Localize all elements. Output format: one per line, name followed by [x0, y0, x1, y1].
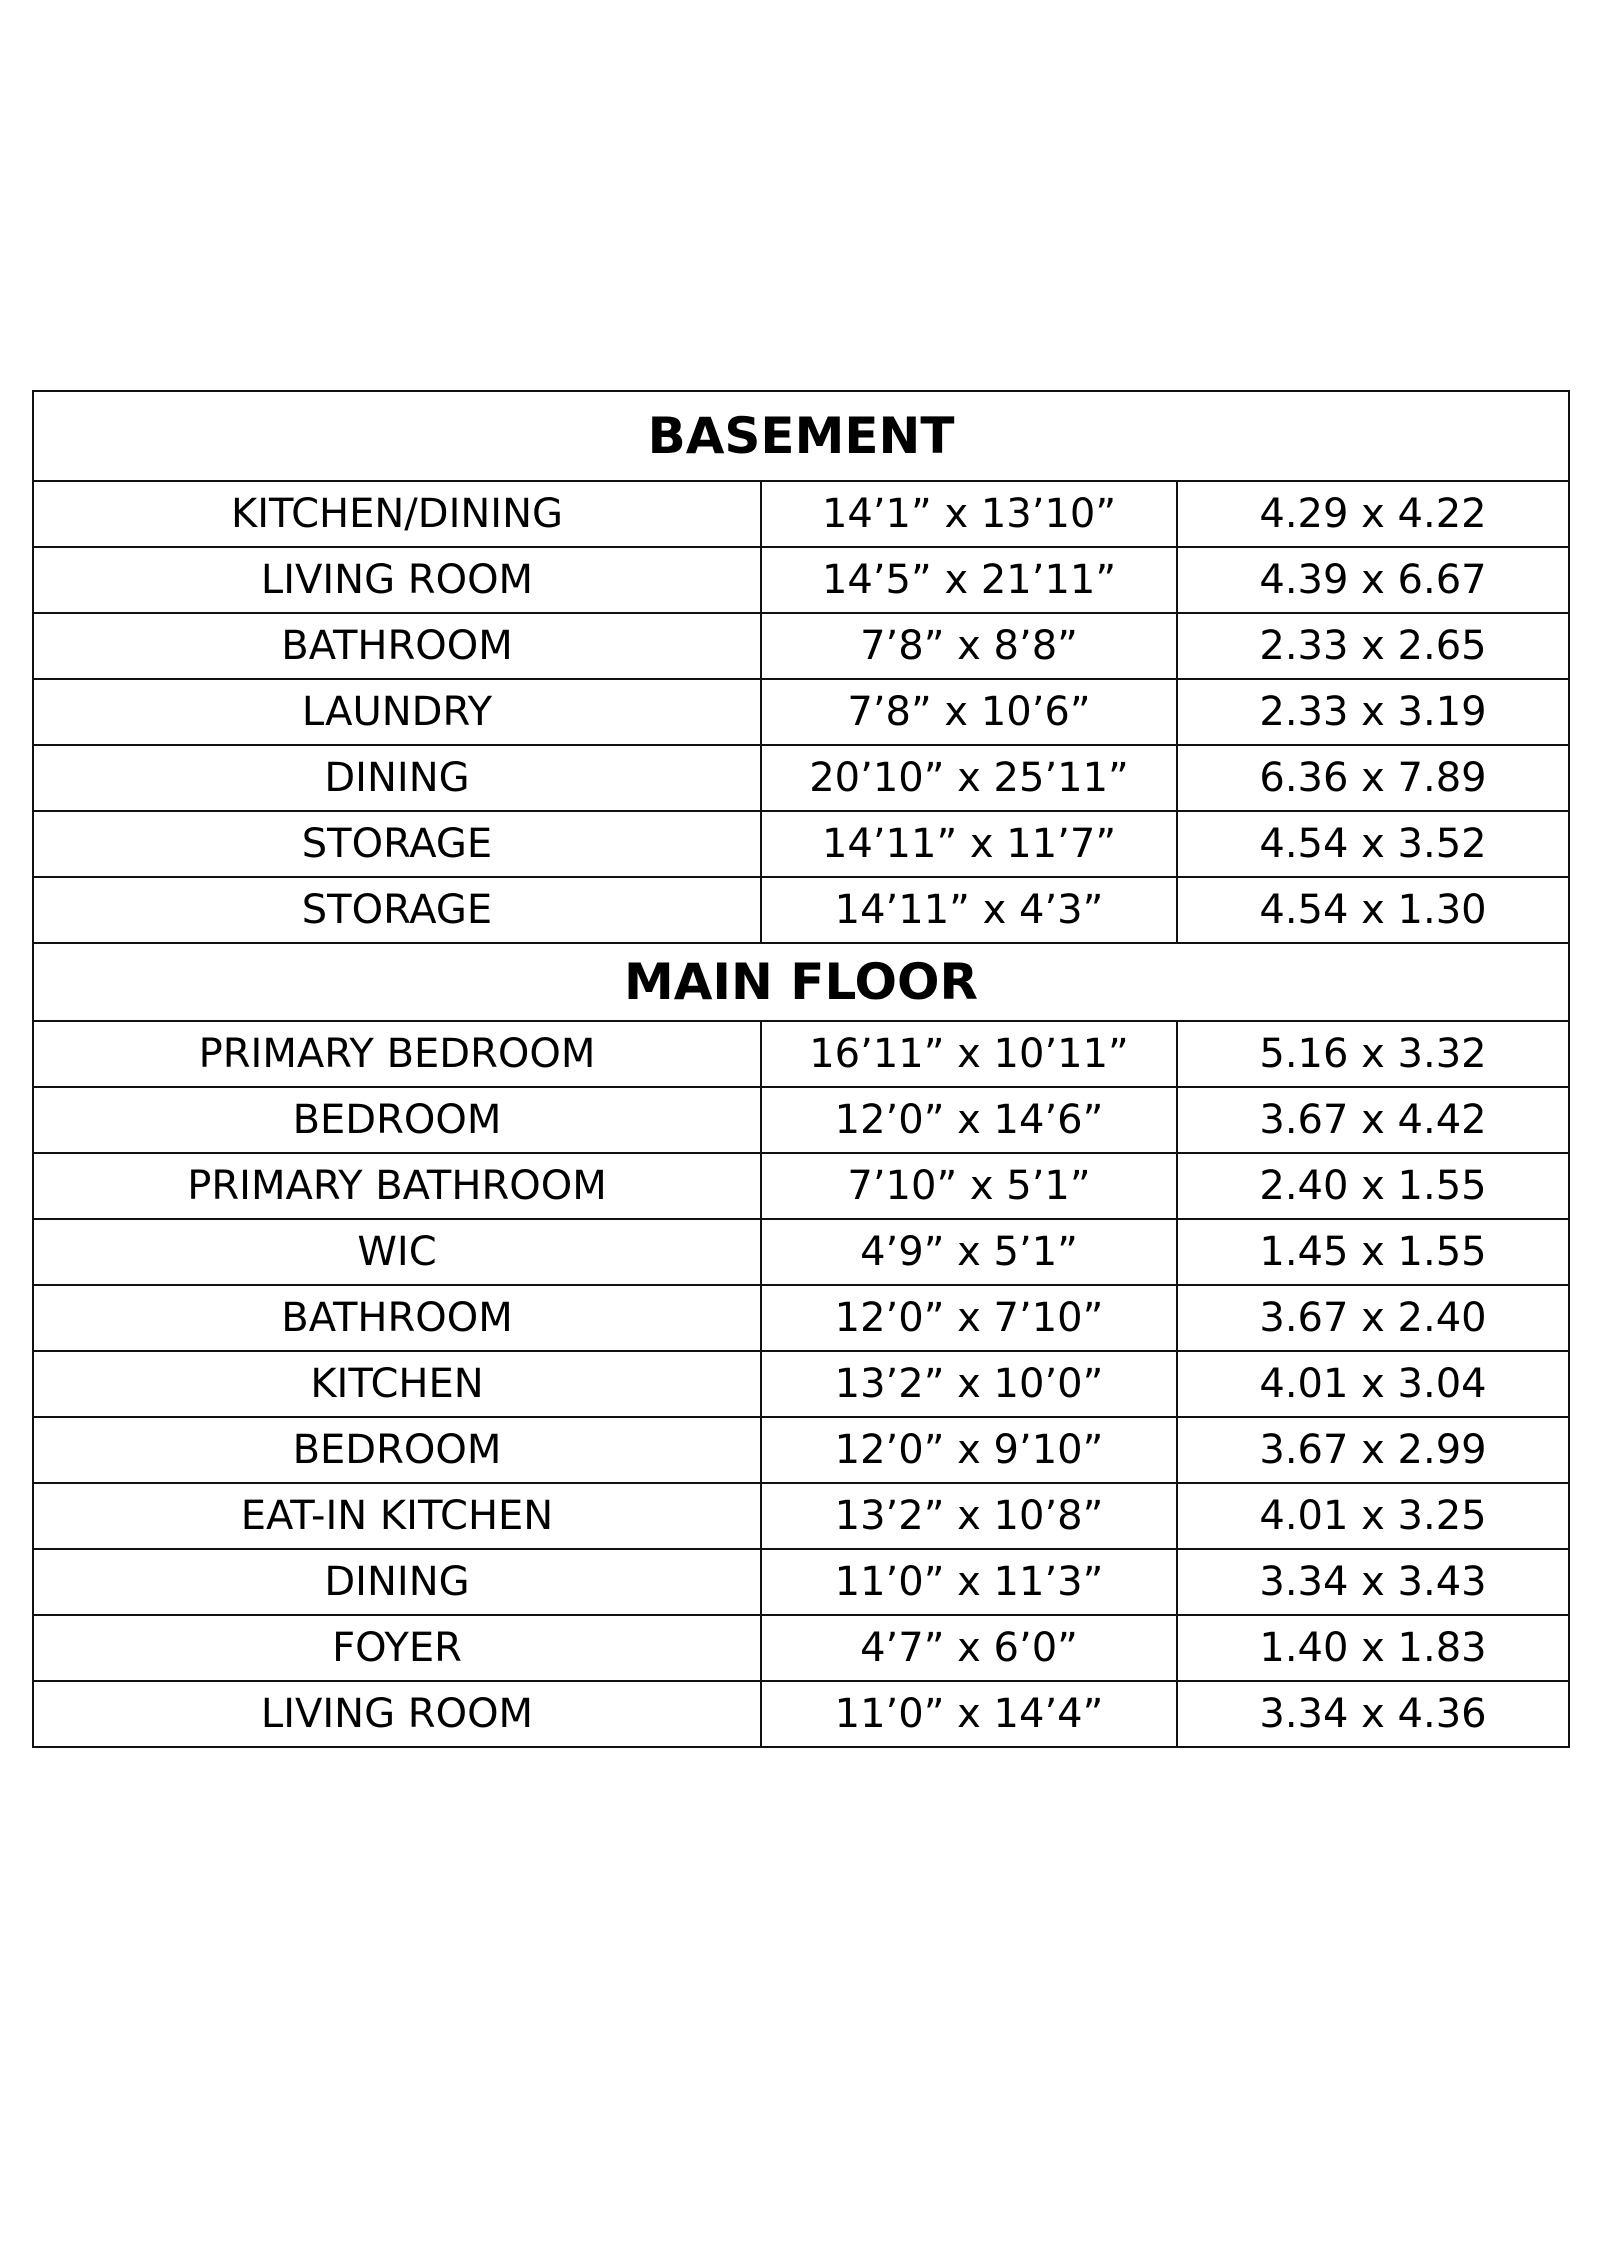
metric-dimensions-cell: 5.16 x 3.32 [1177, 1021, 1569, 1087]
table-body [33, 391, 1569, 1747]
imperial-dimensions-cell: 14’11” x 11’7” [761, 811, 1177, 877]
room-name-cell: KITCHEN/DINING [33, 481, 761, 547]
room-name-cell: DINING [33, 745, 761, 811]
table-row [33, 613, 1569, 679]
table-row [33, 481, 1569, 547]
table-row [33, 1483, 1569, 1549]
metric-dimensions-cell: 3.34 x 3.43 [1177, 1549, 1569, 1615]
imperial-dimensions-cell: 13’2” x 10’0” [761, 1351, 1177, 1417]
table-row [33, 1417, 1569, 1483]
metric-dimensions-cell: 4.29 x 4.22 [1177, 481, 1569, 547]
imperial-dimensions-cell: 11’0” x 14’4” [761, 1681, 1177, 1747]
metric-dimensions-cell: 4.01 x 3.04 [1177, 1351, 1569, 1417]
section-header-row [33, 943, 1569, 1021]
metric-dimensions-cell: 4.54 x 3.52 [1177, 811, 1569, 877]
table-row [33, 1549, 1569, 1615]
metric-dimensions-cell: 2.33 x 2.65 [1177, 613, 1569, 679]
imperial-dimensions-cell: 4’7” x 6’0” [761, 1615, 1177, 1681]
metric-dimensions-cell: 1.40 x 1.83 [1177, 1615, 1569, 1681]
imperial-dimensions-cell: 20’10” x 25’11” [761, 745, 1177, 811]
room-dimensions-table [32, 390, 1570, 1748]
table-row [33, 1087, 1569, 1153]
room-name-cell: LAUNDRY [33, 679, 761, 745]
imperial-dimensions-cell: 11’0” x 11’3” [761, 1549, 1177, 1615]
imperial-dimensions-cell: 16’11” x 10’11” [761, 1021, 1177, 1087]
metric-dimensions-cell: 1.45 x 1.55 [1177, 1219, 1569, 1285]
metric-dimensions-cell: 4.01 x 3.25 [1177, 1483, 1569, 1549]
imperial-dimensions-cell: 7’10” x 5’1” [761, 1153, 1177, 1219]
room-name-cell: BEDROOM [33, 1087, 761, 1153]
imperial-dimensions-cell: 7’8” x 8’8” [761, 613, 1177, 679]
room-name-cell: STORAGE [33, 811, 761, 877]
table-row [33, 1681, 1569, 1747]
imperial-dimensions-cell: 14’11” x 4’3” [761, 877, 1177, 943]
table-row [33, 745, 1569, 811]
imperial-dimensions-cell: 14’1” x 13’10” [761, 481, 1177, 547]
imperial-dimensions-cell: 12’0” x 7’10” [761, 1285, 1177, 1351]
table-row [33, 1285, 1569, 1351]
room-name-cell: STORAGE [33, 877, 761, 943]
room-name-cell: DINING [33, 1549, 761, 1615]
metric-dimensions-cell: 2.33 x 3.19 [1177, 679, 1569, 745]
imperial-dimensions-cell: 13’2” x 10’8” [761, 1483, 1177, 1549]
room-name-cell: BATHROOM [33, 613, 761, 679]
section-header-row [33, 391, 1569, 481]
metric-dimensions-cell: 3.67 x 2.99 [1177, 1417, 1569, 1483]
room-name-cell: LIVING ROOM [33, 1681, 761, 1747]
room-name-cell: EAT-IN KITCHEN [33, 1483, 761, 1549]
room-name-cell: WIC [33, 1219, 761, 1285]
table-row [33, 877, 1569, 943]
table-row [33, 547, 1569, 613]
imperial-dimensions-cell: 14’5” x 21’11” [761, 547, 1177, 613]
table-row [33, 679, 1569, 745]
imperial-dimensions-cell: 4’9” x 5’1” [761, 1219, 1177, 1285]
imperial-dimensions-cell: 12’0” x 9’10” [761, 1417, 1177, 1483]
room-name-cell: KITCHEN [33, 1351, 761, 1417]
table-row [33, 1219, 1569, 1285]
room-name-cell: PRIMARY BATHROOM [33, 1153, 761, 1219]
room-name-cell: LIVING ROOM [33, 547, 761, 613]
table-row [33, 1153, 1569, 1219]
metric-dimensions-cell: 6.36 x 7.89 [1177, 745, 1569, 811]
room-name-cell: PRIMARY BEDROOM [33, 1021, 761, 1087]
table-row [33, 1615, 1569, 1681]
metric-dimensions-cell: 2.40 x 1.55 [1177, 1153, 1569, 1219]
metric-dimensions-cell: 3.67 x 2.40 [1177, 1285, 1569, 1351]
section-title: MAIN FLOOR [33, 943, 1569, 1021]
table-row [33, 811, 1569, 877]
imperial-dimensions-cell: 7’8” x 10’6” [761, 679, 1177, 745]
metric-dimensions-cell: 4.39 x 6.67 [1177, 547, 1569, 613]
room-name-cell: BEDROOM [33, 1417, 761, 1483]
imperial-dimensions-cell: 12’0” x 14’6” [761, 1087, 1177, 1153]
table-row [33, 1351, 1569, 1417]
room-name-cell: BATHROOM [33, 1285, 761, 1351]
metric-dimensions-cell: 4.54 x 1.30 [1177, 877, 1569, 943]
metric-dimensions-cell: 3.34 x 4.36 [1177, 1681, 1569, 1747]
room-name-cell: FOYER [33, 1615, 761, 1681]
section-title: BASEMENT [33, 391, 1569, 481]
table-row [33, 1021, 1569, 1087]
metric-dimensions-cell: 3.67 x 4.42 [1177, 1087, 1569, 1153]
